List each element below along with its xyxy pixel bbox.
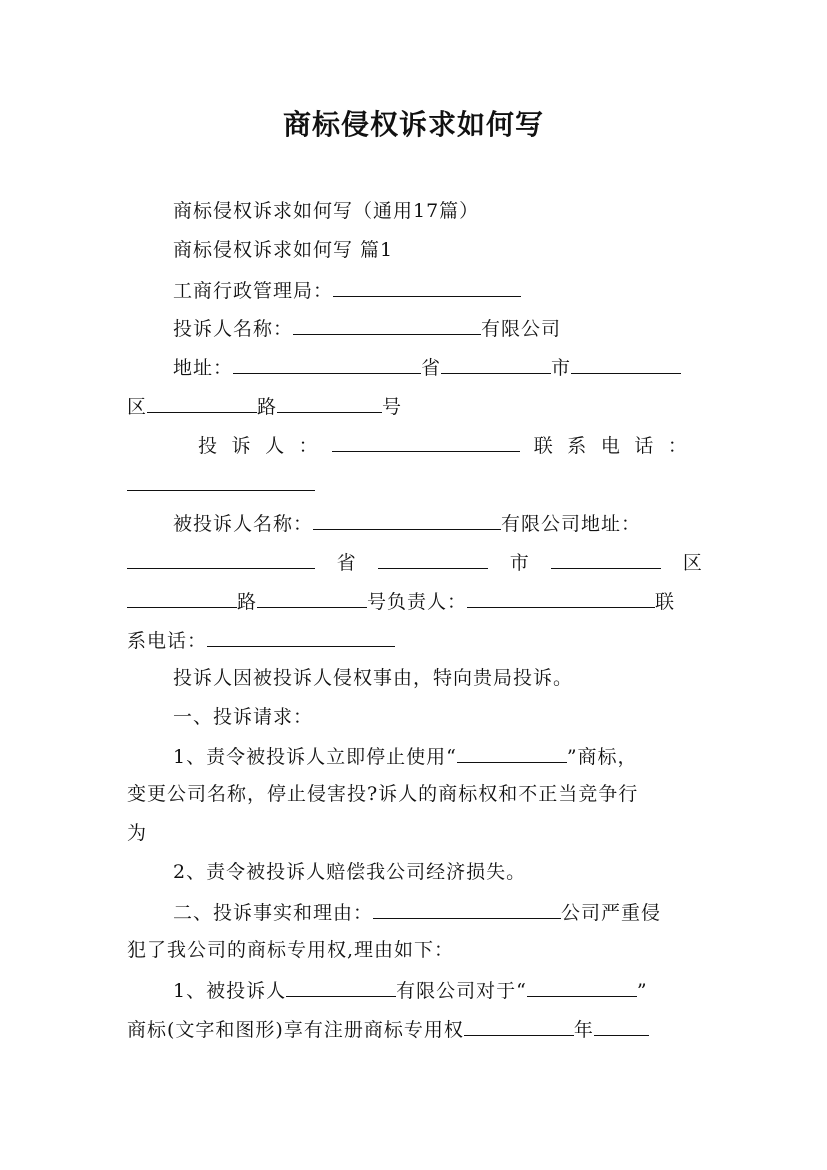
respondent-name-line [173, 509, 703, 537]
char: 诉 [231, 435, 252, 457]
char: ： [667, 435, 688, 457]
respondent-address-blank[interactable] [127, 548, 315, 569]
province-label: 省 [336, 552, 357, 574]
road-blank[interactable] [277, 392, 382, 413]
char: 系 [567, 435, 588, 457]
complainant-name-label: 投诉人名称： [173, 318, 294, 340]
requests-heading-text: 一、投诉请求： [173, 706, 314, 728]
request-1-suffix: ”商标， [566, 746, 638, 768]
respondent-phone-label: 系电话： [127, 630, 208, 652]
company-suffix: 有限公司 [481, 318, 562, 340]
paragraph-line [173, 665, 703, 691]
fact-1-continuation [127, 1015, 703, 1043]
facts-heading-suffix: 公司严重侵 [561, 902, 662, 924]
char: 联 [655, 591, 676, 613]
address-blank[interactable] [233, 353, 421, 374]
year-label: 年 [573, 1019, 594, 1041]
complainant-name-line [173, 314, 703, 342]
subtitle-line [173, 198, 703, 224]
paragraph-text: 为 [127, 822, 148, 844]
facts-heading-line [173, 898, 703, 926]
respondent-phone-blank[interactable] [207, 626, 395, 647]
year-blank[interactable] [464, 1015, 574, 1036]
road-label: 路 [257, 396, 278, 418]
char: 话 [634, 435, 655, 457]
authority-line [173, 276, 703, 304]
section-heading-text: 商标侵权诉求如何写 篇1 [173, 239, 394, 261]
district-blank[interactable] [147, 392, 257, 413]
paragraph-text: 变更公司名称，停止侵害投?诉人的商标权和不正当竞争行 [127, 783, 639, 805]
city-blank[interactable] [571, 353, 681, 374]
trademark-blank[interactable] [527, 976, 637, 997]
company-blank[interactable] [373, 898, 561, 919]
province-blank[interactable] [378, 548, 488, 569]
char: 人 [265, 435, 286, 457]
road-blank[interactable] [257, 587, 367, 608]
fact-1-text-3: 商标(文字和图形)享有注册商标专用权 [127, 1019, 464, 1041]
responsible-person-label: 号负责人： [367, 591, 468, 613]
respondent-road-line [127, 587, 703, 615]
respondent-blank[interactable] [286, 976, 396, 997]
city-blank[interactable] [551, 548, 661, 569]
month-blank[interactable] [594, 1015, 649, 1036]
char: ： [298, 435, 319, 457]
city-label: 市 [509, 552, 530, 574]
city-label: 市 [551, 357, 572, 379]
responsible-person-blank[interactable] [467, 587, 655, 608]
page-title: 商标侵权诉求如何写 [282, 108, 544, 141]
char: 联 [533, 435, 554, 457]
district-blank[interactable] [127, 587, 237, 608]
paragraph-line [127, 781, 703, 807]
fact-1-line [173, 976, 703, 1004]
address-label: 地址： [173, 357, 234, 379]
province-blank[interactable] [441, 353, 551, 374]
quote-mark: ” [636, 980, 648, 1002]
respondent-name-blank[interactable] [313, 509, 501, 530]
district-label: 区 [682, 552, 703, 574]
number-label: 号 [382, 396, 403, 418]
complainant-blank[interactable] [332, 431, 520, 452]
respondent-phone-line [127, 626, 703, 654]
char: 投 [198, 435, 219, 457]
complainant-phone-line [198, 431, 688, 459]
fact-1-text-2: 有限公司对于“ [396, 980, 527, 1002]
section-heading [173, 237, 703, 263]
fact-1-text: 1、被投诉人 [173, 980, 287, 1002]
request-2-line [173, 859, 703, 885]
facts-heading-text: 二、投诉事实和理由： [173, 902, 374, 924]
address-line [173, 353, 703, 381]
respondent-address-line [127, 548, 703, 576]
request-1-line [173, 742, 703, 770]
respondent-name-label: 被投诉人名称： [173, 513, 314, 535]
subtitle-text: 商标侵权诉求如何写（通用17篇） [173, 200, 480, 222]
respondent-address-label: 有限公司地址： [501, 513, 642, 535]
paragraph-text: 犯了我公司的商标专用权,理由如下： [127, 939, 455, 961]
road-label: 路 [237, 591, 258, 613]
trademark-blank[interactable] [457, 742, 567, 763]
paragraph-line [127, 820, 703, 846]
district-label: 区 [127, 396, 148, 418]
phone-blank-line [127, 470, 703, 498]
phone-blank[interactable] [127, 470, 315, 491]
complainant-name-blank[interactable] [293, 314, 481, 335]
province-label: 省 [421, 357, 442, 379]
authority-label: 工商行政管理局： [173, 280, 334, 302]
request-2-text: 2、责令被投诉人赔偿我公司经济损失。 [173, 861, 527, 883]
char: 电 [600, 435, 621, 457]
district-line [127, 392, 703, 420]
authority-blank[interactable] [333, 276, 521, 297]
paragraph-line [127, 937, 703, 963]
requests-heading [173, 704, 703, 730]
paragraph-text: 投诉人因被投诉人侵权事由，特向贵局投诉。 [173, 667, 574, 689]
request-1-text: 1、责令被投诉人立即停止使用“ [173, 746, 457, 768]
